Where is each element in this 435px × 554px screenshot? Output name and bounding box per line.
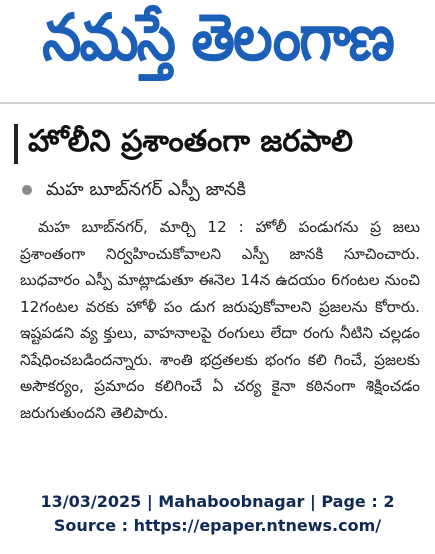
article-headline: హోలీని ప్రశాంతంగా జరపాలి <box>28 124 354 159</box>
article-body-text: మహ బూబ్‌నగర్, మార్చి 12 : హోలీ పండుగను ప్ర జలు ప్రశాంతంగా నిర్వహించుకోవాలని ఎస్పీ జానకి సూచించారు. బుధవారం ఎస్పీ మాట్లాడుతూ ఈనెల 14న ఉదయం 6గంటల నుంచి 12గంటల వరకు హోళీ పం డుగ జరుపుకోవాలని ప్రజలను కోరారు. ఇష్టపడని వ్య క్తులు, వాహనాలపై రంగులు లేదా రంగు నీటిని చల్లడం నిషేధించబడిందన్నారు. శాంతి భద్రతలకు భంగం కలి గించే, ప్రజలకు అసౌకర్యం, ప్రమాదం కలిగించే ఏ చర్య కైనా కఠినంగా శిక్షించడం జరుగుతుందని తెలిపారు. <box>20 218 420 422</box>
article-body <box>20 214 420 426</box>
article-subhead-text: మహ బూబ్‌నగర్ ఎస్పీ జానకి <box>46 179 246 200</box>
footer-source: Source : https://epaper.ntnews.com/ <box>53 516 382 535</box>
article-subhead <box>22 176 246 204</box>
masthead-divider <box>0 102 435 104</box>
headline-accent-bar <box>14 124 18 164</box>
bullet-icon <box>22 185 32 195</box>
masthead <box>0 0 435 92</box>
newspaper-logo-title: నమస్తే తెలంగాణ <box>42 0 393 76</box>
footer-date-edition-page: 13/03/2025 | Mahaboobnagar | Page : 2 <box>40 492 395 511</box>
